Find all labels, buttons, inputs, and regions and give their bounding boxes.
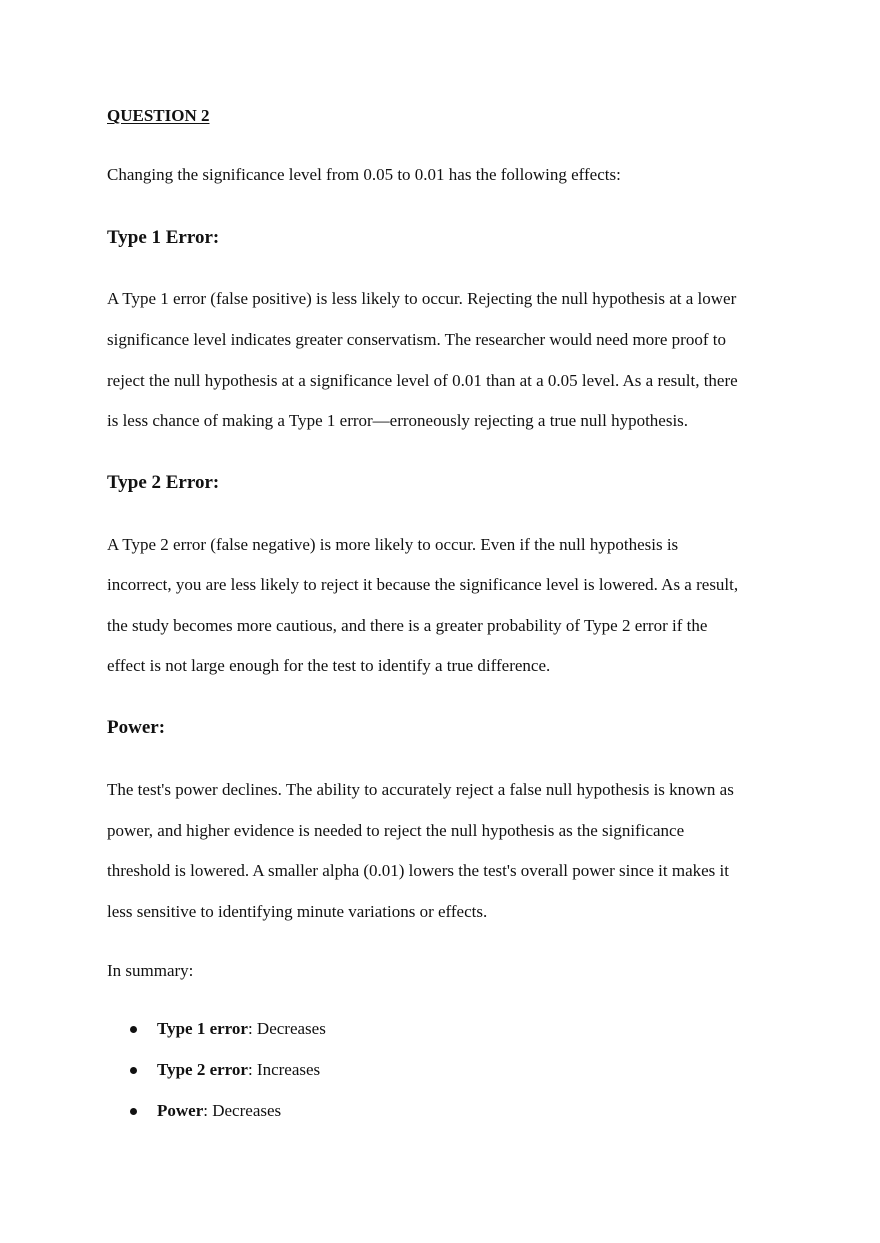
summary-term: Power xyxy=(157,1101,204,1120)
summary-term: Type 2 error xyxy=(157,1060,248,1079)
power-line-2: power, and higher evidence is needed to reject the null hypothesis as the significance xyxy=(107,821,685,840)
power-line-3: threshold is lowered. A smaller alpha (0.01) lowers the test's overall power since it makes it xyxy=(107,861,729,880)
intro-paragraph: Changing the significance level from 0.05 to 0.01 has the following effects: xyxy=(107,165,621,184)
type1-line-3: reject the null hypothesis at a significance level of 0.01 than at a 0.05 level. As a result, there xyxy=(107,371,738,390)
type1-line-4: is less chance of making a Type 1 error—erroneously rejecting a true null hypothesis. xyxy=(107,411,689,430)
type1-line-2: significance level indicates greater conservatism. The researcher would need more proof to xyxy=(107,330,726,349)
type2-line-4: effect is not large enough for the test to identify a true difference. xyxy=(107,656,551,675)
type1-line-1: A Type 1 error (false positive) is less likely to occur. Rejecting the null hypothesis at a lower xyxy=(107,289,737,308)
section-heading-type1: Type 1 Error: xyxy=(107,227,220,248)
power-line-1: The test's power declines. The ability to accurately reject a false null hypothesis is known as xyxy=(107,780,734,799)
summary-label: In summary: xyxy=(107,961,194,980)
bullet-icon xyxy=(130,1026,137,1033)
summary-value: : Decreases xyxy=(203,1101,282,1120)
type2-line-1: A Type 2 error (false negative) is more likely to occur. Even if the null hypothesis is xyxy=(107,535,679,554)
summary-item-type2 xyxy=(130,1060,320,1080)
summary-item-type1 xyxy=(130,1019,326,1039)
summary-item-power xyxy=(130,1101,281,1121)
summary-value: : Decreases xyxy=(247,1019,326,1038)
type2-line-2: incorrect, you are less likely to reject it because the significance level is lowered. As a result, xyxy=(107,575,739,594)
summary-term: Type 1 error xyxy=(157,1019,248,1038)
question-title: QUESTION 2 xyxy=(107,106,210,125)
section-heading-power: Power: xyxy=(107,717,166,738)
bullet-icon xyxy=(130,1108,137,1115)
power-line-4: less sensitive to identifying minute variations or effects. xyxy=(107,902,488,921)
section-heading-type2: Type 2 Error: xyxy=(107,472,220,493)
type2-line-3: the study becomes more cautious, and there is a greater probability of Type 2 error if the xyxy=(107,616,708,635)
summary-value: : Increases xyxy=(247,1060,321,1079)
bullet-icon xyxy=(130,1067,137,1074)
